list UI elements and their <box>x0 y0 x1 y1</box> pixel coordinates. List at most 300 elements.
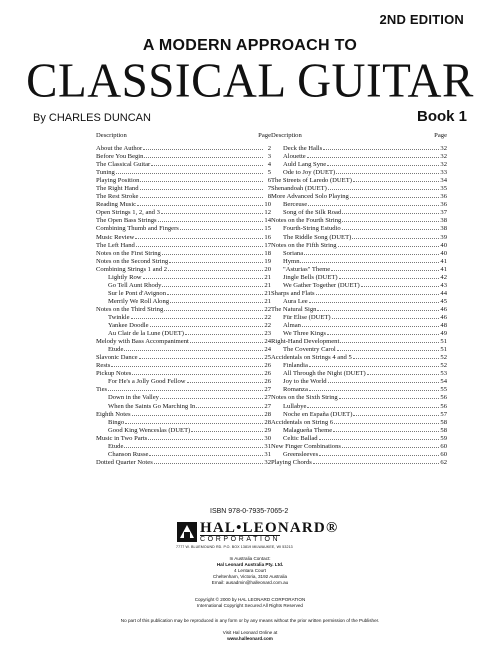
toc-entry-page: 41 <box>440 257 447 265</box>
toc-entry-title: Noche en España (DUET) <box>283 410 353 418</box>
toc-entry-page: 45 <box>440 297 447 305</box>
toc-leader-dots <box>336 172 439 174</box>
toc-entry-title: Bingo <box>108 418 125 426</box>
toc-entry-title: Etude <box>108 346 124 354</box>
toc-entry-title: Music Review <box>96 233 135 241</box>
toc-entry <box>96 250 271 258</box>
toc-leader-dots <box>160 397 263 399</box>
toc-leader-dots <box>108 389 263 391</box>
toc-entry-title: Reading Music <box>96 201 137 209</box>
toc-entry-page: 22 <box>264 305 271 313</box>
toc-right-header <box>271 132 447 139</box>
toc-leader-dots <box>327 333 439 335</box>
toc-entry <box>271 161 447 169</box>
toc-leader-dots <box>339 277 439 279</box>
toc-entry <box>96 419 271 427</box>
toc-entry-page: 17 <box>264 241 271 249</box>
toc-leader-dots <box>137 204 263 206</box>
logo-corporation-text: CORPORATION <box>200 536 281 543</box>
toc-leader-dots <box>353 180 439 182</box>
toc-entry-page: 4 <box>267 161 271 169</box>
logo-brand-text: HAL•LEONARD® <box>200 520 339 536</box>
toc-entry-page: 23 <box>264 330 271 338</box>
toc-entry <box>96 217 271 225</box>
toc-entry-page: 56 <box>440 402 447 410</box>
toc-entry-title: Merrily We Roll Along <box>108 297 170 305</box>
toc-entry <box>96 411 271 419</box>
toc-entry-title: Right-Hand Development <box>271 338 340 346</box>
toc-entry <box>96 435 271 443</box>
toc-entry-page: 21 <box>264 281 271 289</box>
toc-entry-title: When the Saints Go Marching In <box>108 402 196 410</box>
toc-leader-dots <box>131 317 263 319</box>
toc-leader-dots <box>327 164 439 166</box>
toc-leader-dots <box>132 373 263 375</box>
toc-leader-dots <box>154 462 263 464</box>
toc-entry-title: Ode to Joy (DUET) <box>283 169 336 177</box>
toc-entry-page: 35 <box>440 185 447 193</box>
toc-entry <box>271 290 447 298</box>
toc-entry-title: Chanson Russe <box>108 450 149 458</box>
toc-entry <box>271 403 447 411</box>
toc-entry-title: Playing Chords <box>271 458 312 466</box>
toc-entry <box>96 145 271 153</box>
toc-leader-dots <box>139 357 263 359</box>
contact-street: 4 Lentara Court <box>234 568 266 573</box>
toc-entry <box>96 322 271 330</box>
online-url: www.halleonard.com <box>227 636 273 641</box>
toc-entry <box>96 443 271 451</box>
toc-entry-page: 27 <box>264 402 271 410</box>
toc-entry <box>271 378 447 386</box>
toc-leader-dots <box>353 357 439 359</box>
toc-leader-dots <box>140 196 264 198</box>
toc-entry-title: We Gather Together (DUET) <box>283 281 360 289</box>
contact-city: Cheltenham, Victoria, 3192 Australia <box>212 574 288 579</box>
toc-entry-title: Ties <box>96 386 108 394</box>
toc-entry-page: 22 <box>264 322 271 330</box>
toc-entry-page: 32 <box>440 161 447 169</box>
toc-leader-dots <box>111 365 263 367</box>
toc-leader-dots <box>135 237 263 239</box>
toc-entry <box>271 209 447 217</box>
toc-leader-dots <box>144 156 263 158</box>
toc-leader-dots <box>150 325 263 327</box>
toc-entry <box>271 346 447 354</box>
toc-entry-title: Au Clair de la Lune (DUET) <box>108 330 184 338</box>
toc-entry <box>271 362 447 370</box>
toc-entry <box>271 201 447 209</box>
toc-entry-page: 48 <box>440 322 447 330</box>
toc-entry-page: 60 <box>440 442 447 450</box>
toc-entry-page: 36 <box>440 201 447 209</box>
toc-leader-dots <box>140 180 263 182</box>
toc-entry <box>271 274 447 282</box>
toc-description-heading: Description <box>271 132 302 139</box>
toc-entry-page: 29 <box>264 426 271 434</box>
edition-label: 2ND EDITION <box>379 12 464 27</box>
toc-entry <box>96 314 271 322</box>
toc-entry-title: Fourth-String Estudio <box>283 225 341 233</box>
toc-entry-page: 28 <box>264 410 271 418</box>
toc-leader-dots <box>164 309 263 311</box>
toc-entry-page: 43 <box>440 281 447 289</box>
toc-entry <box>271 386 447 394</box>
toc-entry <box>271 394 447 402</box>
toc-entry <box>271 193 447 201</box>
toc-entry <box>96 242 271 250</box>
toc-entry <box>271 443 447 451</box>
toc-entry-title: The Coventry Carol <box>283 346 336 354</box>
toc-entry <box>96 201 271 209</box>
toc-entry-page: 30 <box>264 434 271 442</box>
toc-entry <box>271 217 447 225</box>
toc-leader-dots <box>350 196 439 198</box>
australia-contact <box>0 556 500 586</box>
toc-entry-page: 49 <box>440 330 447 338</box>
toc-entry <box>271 153 447 161</box>
toc-entry-title: Accidentals on Strings 4 and 5 <box>271 354 352 362</box>
toc-entry-page: 58 <box>440 418 447 426</box>
toc-entry-page: 21 <box>264 273 271 281</box>
toc-entry <box>96 290 271 298</box>
toc-entry-page: 15 <box>264 225 271 233</box>
toc-entry-page: 19 <box>264 257 271 265</box>
toc-entry <box>271 451 447 459</box>
toc-entry-page: 3 <box>267 153 271 161</box>
copyright-secured: International Copyright Secured All Rights Reserved <box>197 603 303 608</box>
toc-entry <box>96 386 271 394</box>
toc-leader-dots <box>158 220 263 222</box>
toc-entry-title: Before You Begin <box>96 153 144 161</box>
toc-leader-dots <box>124 446 263 448</box>
toc-leader-dots <box>309 301 439 303</box>
toc-entry-title: For He's a Jolly Good Fellow <box>108 378 186 386</box>
toc-entry-title: Go Tell Aunt Rhody <box>108 281 162 289</box>
toc-leader-dots <box>339 397 439 399</box>
toc-entry-page: 8 <box>267 193 271 201</box>
toc-entry <box>271 145 447 153</box>
toc-entry <box>271 225 447 233</box>
toc-leader-dots <box>151 164 263 166</box>
rights-notice: No part of this publication may be reproduced in any form or by any means without the prior written permission of the Publisher. <box>120 618 380 623</box>
toc-entry <box>271 322 447 330</box>
toc-entry-page: 44 <box>440 289 447 297</box>
toc-entry-page: 58 <box>440 426 447 434</box>
toc-entry <box>271 306 447 314</box>
book-title: CLASSICAL GUITAR <box>26 53 474 109</box>
toc-entry-title: New Finger Combinations <box>271 442 341 450</box>
toc-entry <box>96 266 271 274</box>
toc-entry <box>96 338 271 346</box>
toc-entry <box>271 282 447 290</box>
toc-leader-dots <box>333 430 439 432</box>
toc-entry-title: Pickup Notes <box>96 370 132 378</box>
toc-leader-dots <box>162 285 263 287</box>
toc-entry-page: 36 <box>440 193 447 201</box>
toc-entry-page: 20 <box>264 265 271 273</box>
toc-entry-page: 37 <box>440 209 447 217</box>
toc-entry-title: Down in the Valley <box>108 394 159 402</box>
toc-entry-page: 7 <box>267 185 271 193</box>
toc-entry-title: The Left Hand <box>96 241 135 249</box>
toc-entry-title: "Asturias" Theme <box>283 265 331 273</box>
toc-entry <box>96 394 271 402</box>
toc-description-heading: Description <box>96 132 127 139</box>
toc-leader-dots <box>342 212 439 214</box>
toc-entry-title: Twinkle <box>108 313 130 321</box>
toc-leader-dots <box>161 212 263 214</box>
toc-entry-page: 24 <box>264 346 271 354</box>
toc-entry-page: 31 <box>264 450 271 458</box>
toc-entry <box>96 459 271 467</box>
toc-entry-title: Tuning <box>96 169 115 177</box>
book-subtitle: A MODERN APPROACH TO <box>142 37 358 54</box>
toc-entry-title: Lullabye <box>283 402 307 410</box>
toc-entry <box>96 378 271 386</box>
toc-entry-page: 52 <box>440 354 447 362</box>
toc-entry <box>96 427 271 435</box>
toc-leader-dots <box>300 261 439 263</box>
toc-leader-dots <box>125 422 263 424</box>
toc-entry-title: Good King Wenceslas (DUET) <box>108 426 191 434</box>
toc-entry-page: 32 <box>440 145 447 152</box>
toc-entry-page: 54 <box>440 378 447 386</box>
toc-leader-dots <box>185 333 263 335</box>
toc-entry-title: The Riddle Song (DUET) <box>283 233 352 241</box>
toc-entry-page: 18 <box>264 249 271 257</box>
toc-entry-title: Notes on the Second String <box>96 257 169 265</box>
toc-entry-page: 38 <box>440 225 447 233</box>
toc-leader-dots <box>180 228 263 230</box>
online-block <box>0 630 500 642</box>
toc-entry <box>271 459 447 467</box>
toc-entry <box>271 419 447 427</box>
toc-page-heading: Page <box>258 132 271 139</box>
toc-entry <box>271 266 447 274</box>
toc-entry <box>96 403 271 411</box>
toc-entry-page: 57 <box>440 410 447 418</box>
toc-entry-page: 16 <box>264 233 271 241</box>
toc-entry <box>271 338 447 346</box>
toc-leader-dots <box>143 277 263 279</box>
toc-entry-title: Auld Lang Syne <box>283 161 327 169</box>
toc-entry <box>96 234 271 242</box>
toc-entry <box>271 411 447 419</box>
toc-leader-dots <box>116 172 263 174</box>
toc-entry-page: 27 <box>264 386 271 394</box>
toc-entry <box>271 427 447 435</box>
toc-entry <box>96 169 271 177</box>
toc-entry-page: 25 <box>264 354 271 362</box>
toc-entry-title: We Three Kings <box>283 330 326 338</box>
toc-leader-dots <box>342 446 439 448</box>
toc-entry-page: 53 <box>440 370 447 378</box>
toc-leader-dots <box>124 349 263 351</box>
toc-entry <box>96 354 271 362</box>
toc-entry-title: Song of the Silk Road <box>283 209 342 217</box>
toc-entry-title: Dotted Quarter Notes <box>96 458 153 466</box>
toc-entry-page: 34 <box>440 177 447 185</box>
toc-entry-title: Slavonic Dance <box>96 354 138 362</box>
toc-entry-title: All Through the Night (DUET) <box>283 370 366 378</box>
toc-leader-dots <box>167 293 263 295</box>
toc-entry-page: 32 <box>440 153 447 161</box>
toc-leader-dots <box>340 341 439 343</box>
toc-leader-dots <box>353 414 439 416</box>
toc-entry-page: 46 <box>440 305 447 313</box>
toc-left-header <box>96 132 271 139</box>
toc-entry-title: Music in Two Parts <box>96 434 148 442</box>
toc-entry-title: Notes on the Fourth String <box>271 217 342 225</box>
toc-entry <box>96 225 271 233</box>
toc-entry-page: 5 <box>267 169 271 177</box>
toc-entry <box>96 370 271 378</box>
toc-entry-page: 46 <box>440 313 447 321</box>
toc-leader-dots <box>140 188 264 190</box>
toc-entry-title: Notes on the First String <box>96 249 161 257</box>
toc-entry <box>96 161 271 169</box>
toc-entry <box>96 346 271 354</box>
toc-entry <box>96 362 271 370</box>
toc-leader-dots <box>136 245 263 247</box>
toc-entry-page: 38 <box>440 217 447 225</box>
toc-entry <box>96 306 271 314</box>
toc-entry <box>96 298 271 306</box>
toc-entry-title: Soriana <box>283 249 304 257</box>
toc-entry-page: 10 <box>264 201 271 209</box>
toc-entry-page: 55 <box>440 386 447 394</box>
toc-entry-title: Hymn <box>283 257 300 265</box>
toc-entry-title: The Rest Stroke <box>96 193 139 201</box>
toc-leader-dots <box>304 253 439 255</box>
toc-leader-dots <box>319 454 439 456</box>
contact-heading: In Australia Contact: <box>229 556 271 561</box>
toc-entry <box>271 330 447 338</box>
toc-entry-page: 39 <box>440 233 447 241</box>
toc-entry-title: Deck the Halls <box>283 145 323 152</box>
toc-leader-dots <box>342 220 439 222</box>
toc-leader-dots <box>168 269 263 271</box>
toc-entry-title: Sharps and Flats <box>271 289 315 297</box>
toc-left-column <box>96 132 271 467</box>
toc-entry <box>271 177 447 185</box>
toc-entry <box>271 169 447 177</box>
toc-entry-title: Combining Strings 1 and 2 <box>96 265 168 273</box>
toc-leader-dots <box>361 285 439 287</box>
toc-entry-title: Jingle Bells (DUET) <box>283 273 338 281</box>
toc-entry-page: 26 <box>264 378 271 386</box>
toc-leader-dots <box>338 245 439 247</box>
contact-email: Email: ausadmin@halleonard.com.au <box>211 580 289 585</box>
toc-entry <box>96 209 271 217</box>
toc-entry-page: 32 <box>264 458 271 466</box>
toc-entry-title: Greensleeves <box>283 450 319 458</box>
toc-entry-page: 40 <box>440 249 447 257</box>
toc-entry-page: 40 <box>440 241 447 249</box>
book-number: Book 1 <box>416 108 467 125</box>
toc-entry-title: Für Elise (DUET) <box>283 313 331 321</box>
toc-entry <box>271 298 447 306</box>
toc-entry-title: Lightly Row <box>108 273 142 281</box>
toc-entry-title: Etude <box>108 442 124 450</box>
toc-leader-dots <box>190 341 263 343</box>
toc-entry-title: Malagueña Theme <box>283 426 333 434</box>
toc-entry-page: 22 <box>264 313 271 321</box>
toc-entry-page: 41 <box>440 265 447 273</box>
toc-leader-dots <box>331 269 439 271</box>
toc-leader-dots <box>337 349 439 351</box>
toc-entry <box>96 282 271 290</box>
toc-entry-title: Playing Position <box>96 177 140 185</box>
toc-entry-title: The Open Bass Strings <box>96 217 157 225</box>
toc-entry-page: 14 <box>264 217 271 225</box>
toc-entry-page: 51 <box>440 338 447 346</box>
toc-entry-title: Alouette <box>283 153 306 161</box>
toc-entry-title: Accidentals on String 6 <box>271 418 334 426</box>
toc-entry-title: Romanza <box>283 386 308 394</box>
toc-entry-title: Rests <box>96 362 111 370</box>
toc-leader-dots <box>307 156 439 158</box>
isbn: ISBN 978-0-7935-7065-2 <box>210 508 289 515</box>
toc-entry-title: Notes on the Fifth String <box>271 241 337 249</box>
toc-leader-dots <box>132 414 263 416</box>
toc-leader-dots <box>367 373 439 375</box>
toc-leader-dots <box>302 325 439 327</box>
toc-entry-page: 27 <box>264 394 271 402</box>
toc-entry <box>271 370 447 378</box>
toc-entry-title: More Advanced Solo Playing <box>271 193 349 201</box>
toc-entry-title: Aura Lee <box>283 297 308 305</box>
toc-entry <box>96 330 271 338</box>
toc-entry-page: 51 <box>440 346 447 354</box>
toc-leader-dots <box>313 462 439 464</box>
toc-leader-dots <box>162 253 263 255</box>
toc-entry-title: Shenandoah (DUET) <box>271 185 327 193</box>
logo-address-text: 7777 W. BLUEMOUND RD. P.O. BOX 13819 MILWAUKEE, WI 53213 <box>176 545 293 549</box>
toc-entry <box>96 274 271 282</box>
toc-leader-dots <box>316 293 439 295</box>
toc-leader-dots <box>149 454 263 456</box>
toc-entry-page: 60 <box>440 450 447 458</box>
toc-entry <box>96 177 271 185</box>
toc-entry-page: 59 <box>440 434 447 442</box>
toc-leader-dots <box>196 406 263 408</box>
toc-entry-page: 31 <box>264 442 271 450</box>
toc-entry-page: 21 <box>264 289 271 297</box>
toc-entry-title: Notes on the Sixth String <box>271 394 338 402</box>
toc-entry-page: 56 <box>440 394 447 402</box>
toc-entry <box>271 242 447 250</box>
toc-entry-page: 52 <box>440 362 447 370</box>
toc-leader-dots <box>309 365 439 367</box>
toc-entry-title: Notes on the Third String <box>96 305 164 313</box>
toc-entry <box>271 354 447 362</box>
toc-entry <box>271 435 447 443</box>
author-line: By CHARLES DUNCAN <box>33 112 151 124</box>
toc-entry <box>271 258 447 266</box>
toc-right-column <box>271 132 447 467</box>
toc-entry-title: The Classical Guitar <box>96 161 151 169</box>
toc-entry-page: 24 <box>264 338 271 346</box>
toc-entry-title: The Natural Sign <box>271 305 317 313</box>
toc-entry-page: 21 <box>264 297 271 305</box>
toc-leader-dots <box>328 188 439 190</box>
toc-entry-title: Alman <box>283 322 301 330</box>
copyright-line: Copyright © 2000 by HAL LEONARD CORPORATION <box>194 597 306 602</box>
toc-entry-title: Eighth Notes <box>96 410 131 418</box>
toc-leader-dots <box>323 148 439 150</box>
